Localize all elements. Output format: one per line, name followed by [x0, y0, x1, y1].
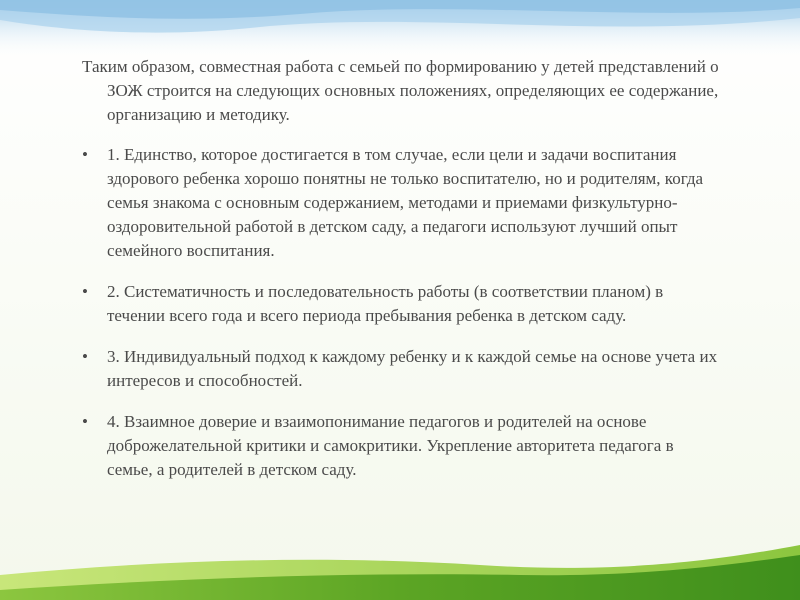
bullet-text: 1. Единство, которое достигается в том случае, если цели и задачи воспитания здорового ребенка хорошо понятны не только воспитателю, но и родителям, когда семья знакома с основным содержанием, методами и приемами физкультурно-оздоровительной работой в детском саду, а педагоги используют лучший опыт семейного воспитания. [107, 145, 704, 260]
bullet-text: 4. Взаимное доверие и взаимопонимание педагогов и родителей на основе доброжелательной критики и самокритики. Укрепление авторитета педагога в семье, а родителей в детском саду. [107, 412, 674, 479]
bullet-item [82, 143, 722, 263]
bullet-icon: • [82, 282, 88, 301]
bullet-icon: • [82, 347, 88, 366]
bullet-item [82, 410, 722, 482]
bullet-icon: • [82, 145, 88, 164]
bullet-icon: • [82, 412, 88, 431]
intro-paragraph: Таким образом, совместная работа с семьей по формированию у детей представлений о ЗОЖ строится на следующих основных положениях, определяющих ее содержание, организацию и методику. [82, 57, 719, 124]
bullet-text: 3. Индивидуальный подход к каждому ребенку и к каждой семье на основе учета их интересов и способностей. [107, 347, 718, 390]
bullet-item [82, 345, 722, 393]
bullet-item [82, 280, 722, 328]
slide-content [82, 55, 722, 499]
bullet-text: 2. Систематичность и последовательность работы (в соответствии планом) в течении всего года и всего периода пребывания ребенка в детском саду. [107, 282, 664, 325]
